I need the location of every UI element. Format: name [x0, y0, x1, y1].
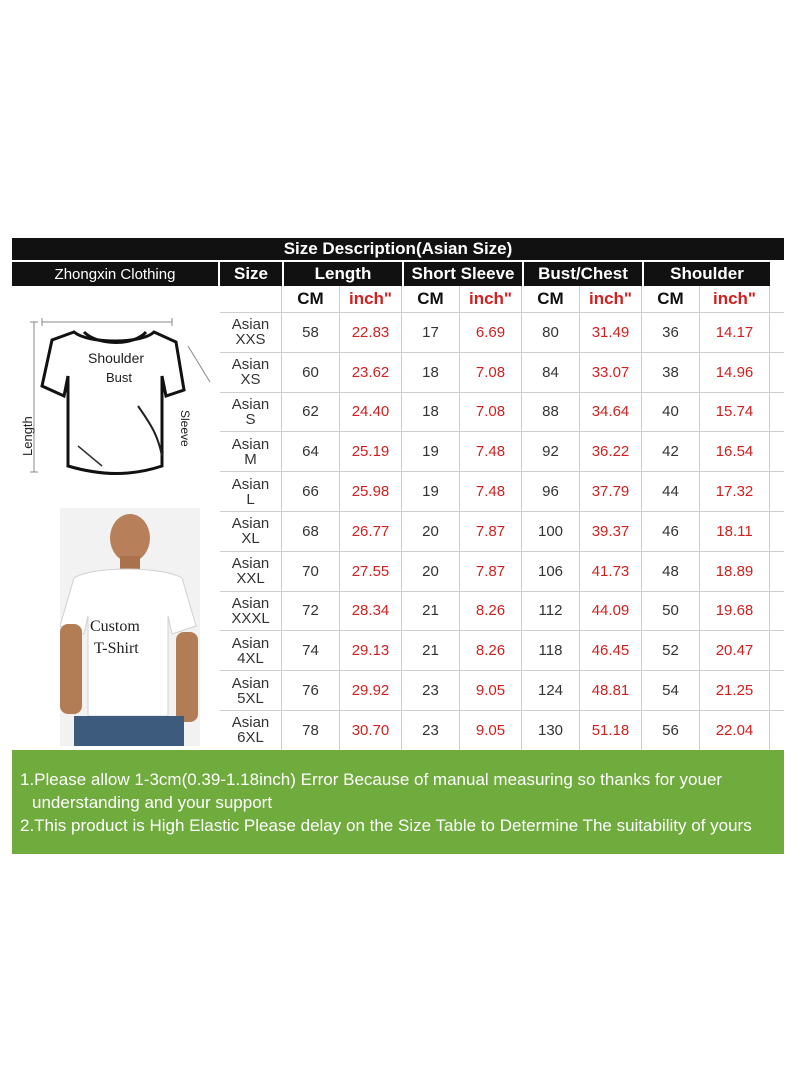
measurement-diagram: [12, 286, 220, 746]
value-cell: 44: [642, 472, 700, 511]
header-row: [12, 262, 784, 286]
value-cell: 54: [642, 671, 700, 710]
size-cell: Asian M: [220, 432, 282, 471]
size-cell: Asian XS: [220, 353, 282, 392]
value-cell: 62: [282, 393, 340, 432]
value-cell: 29.13: [340, 631, 402, 670]
value-cell: 18.11: [700, 512, 770, 551]
sleeve-header: Short Sleeve: [404, 262, 522, 286]
value-cell: 25.98: [340, 472, 402, 511]
note-1: 1.Please allow 1-3cm(0.39-1.18inch) Error Because of manual measuring so thanks for youer: [20, 769, 723, 789]
value-cell: 27.55: [340, 552, 402, 591]
value-cell: 39.37: [580, 512, 642, 551]
value-cell: 36.22: [580, 432, 642, 471]
table-body: [220, 312, 784, 750]
value-cell: 23: [402, 711, 460, 750]
value-cell: 36: [642, 313, 700, 352]
value-cell: 7.87: [460, 512, 522, 551]
value-cell: 21.25: [700, 671, 770, 710]
value-cell: 48.81: [580, 671, 642, 710]
shoulder-header: Shoulder: [644, 262, 770, 286]
table-row: [220, 471, 784, 511]
size-header: Size: [220, 262, 282, 286]
value-cell: 118: [522, 631, 580, 670]
value-cell: 46.45: [580, 631, 642, 670]
value-cell: 52: [642, 631, 700, 670]
value-cell: 34.64: [580, 393, 642, 432]
value-cell: 15.74: [700, 393, 770, 432]
value-cell: 76: [282, 671, 340, 710]
shoulder-label: Shoulder: [88, 350, 145, 366]
table-row: [220, 630, 784, 670]
notes-panel: [12, 750, 784, 854]
value-cell: 8.26: [460, 631, 522, 670]
value-cell: 18: [402, 393, 460, 432]
size-cell: Asian XXXL: [220, 592, 282, 631]
size-cell: Asian 5XL: [220, 671, 282, 710]
size-cell: Asian XXS: [220, 313, 282, 352]
value-cell: 9.05: [460, 711, 522, 750]
size-cell: Asian L: [220, 472, 282, 511]
value-cell: 68: [282, 512, 340, 551]
size-table: [220, 286, 784, 750]
value-cell: 18.89: [700, 552, 770, 591]
table-row: [220, 591, 784, 631]
value-cell: 7.48: [460, 432, 522, 471]
size-cell: Asian XL: [220, 512, 282, 551]
note-1-continued: understanding and your support: [32, 792, 273, 812]
value-cell: 20: [402, 512, 460, 551]
table-row: [220, 670, 784, 710]
length-inch-unit: inch": [340, 286, 402, 312]
value-cell: 9.05: [460, 671, 522, 710]
units-row: [220, 286, 784, 312]
value-cell: 21: [402, 631, 460, 670]
value-cell: 20: [402, 552, 460, 591]
shoulder-inch-unit: inch": [700, 286, 770, 312]
value-cell: 8.26: [460, 592, 522, 631]
value-cell: 42: [642, 432, 700, 471]
length-cm-unit: CM: [282, 286, 340, 312]
value-cell: 16.54: [700, 432, 770, 471]
value-cell: 23: [402, 671, 460, 710]
value-cell: 7.48: [460, 472, 522, 511]
bust-header: Bust/Chest: [524, 262, 642, 286]
value-cell: 38: [642, 353, 700, 392]
sleeve-cm-unit: CM: [402, 286, 460, 312]
chart-title: Size Description(Asian Size): [12, 238, 784, 260]
value-cell: 20.47: [700, 631, 770, 670]
value-cell: 112: [522, 592, 580, 631]
value-cell: 51.18: [580, 711, 642, 750]
table-row: [220, 392, 784, 432]
value-cell: 106: [522, 552, 580, 591]
value-cell: 72: [282, 592, 340, 631]
value-cell: 92: [522, 432, 580, 471]
value-cell: 24.40: [340, 393, 402, 432]
value-cell: 31.49: [580, 313, 642, 352]
length-header: Length: [284, 262, 402, 286]
value-cell: 46: [642, 512, 700, 551]
value-cell: 17: [402, 313, 460, 352]
value-cell: 29.92: [340, 671, 402, 710]
bust-label: Bust: [106, 370, 133, 385]
table-row: [220, 431, 784, 471]
size-chart: [12, 238, 784, 854]
size-cell: Asian S: [220, 393, 282, 432]
table-row: [220, 551, 784, 591]
note-2: 2.This product is High Elastic Please delay on the Size Table to Determine The suitability of yours: [20, 815, 752, 835]
value-cell: 56: [642, 711, 700, 750]
value-cell: 25.19: [340, 432, 402, 471]
table-row: [220, 352, 784, 392]
size-cell: Asian 6XL: [220, 711, 282, 750]
size-cell: Asian XXL: [220, 552, 282, 591]
value-cell: 7.87: [460, 552, 522, 591]
sleeve-inch-unit: inch": [460, 286, 522, 312]
value-cell: 37.79: [580, 472, 642, 511]
shirt-text-line2: T-Shirt: [94, 640, 139, 657]
value-cell: 14.96: [700, 353, 770, 392]
value-cell: 78: [282, 711, 340, 750]
value-cell: 30.70: [340, 711, 402, 750]
value-cell: 41.73: [580, 552, 642, 591]
value-cell: 100: [522, 512, 580, 551]
value-cell: 19: [402, 432, 460, 471]
value-cell: 84: [522, 353, 580, 392]
value-cell: 21: [402, 592, 460, 631]
value-cell: 60: [282, 353, 340, 392]
value-cell: 33.07: [580, 353, 642, 392]
value-cell: 14.17: [700, 313, 770, 352]
value-cell: 18: [402, 353, 460, 392]
value-cell: 6.69: [460, 313, 522, 352]
value-cell: 88: [522, 393, 580, 432]
value-cell: 44.09: [580, 592, 642, 631]
value-cell: 58: [282, 313, 340, 352]
value-cell: 22.83: [340, 313, 402, 352]
table-row: [220, 511, 784, 551]
value-cell: 74: [282, 631, 340, 670]
shoulder-cm-unit: CM: [642, 286, 700, 312]
brand-label: Zhongxin Clothing: [12, 262, 218, 286]
value-cell: 7.08: [460, 353, 522, 392]
value-cell: 40: [642, 393, 700, 432]
value-cell: 64: [282, 432, 340, 471]
value-cell: 28.34: [340, 592, 402, 631]
value-cell: 80: [522, 313, 580, 352]
value-cell: 23.62: [340, 353, 402, 392]
value-cell: 48: [642, 552, 700, 591]
value-cell: 19.68: [700, 592, 770, 631]
value-cell: 19: [402, 472, 460, 511]
value-cell: 22.04: [700, 711, 770, 750]
value-cell: 130: [522, 711, 580, 750]
shirt-text-line1: Custom: [90, 618, 140, 635]
value-cell: 50: [642, 592, 700, 631]
value-cell: 70: [282, 552, 340, 591]
value-cell: 124: [522, 671, 580, 710]
sleeve-label: Sleeve: [178, 410, 192, 447]
table-row: [220, 312, 784, 352]
value-cell: 7.08: [460, 393, 522, 432]
value-cell: 17.32: [700, 472, 770, 511]
table-row: [220, 710, 784, 750]
value-cell: 26.77: [340, 512, 402, 551]
size-cell: Asian 4XL: [220, 631, 282, 670]
value-cell: 96: [522, 472, 580, 511]
bust-inch-unit: inch": [580, 286, 642, 312]
length-label: Length: [20, 416, 35, 456]
bust-cm-unit: CM: [522, 286, 580, 312]
value-cell: 66: [282, 472, 340, 511]
